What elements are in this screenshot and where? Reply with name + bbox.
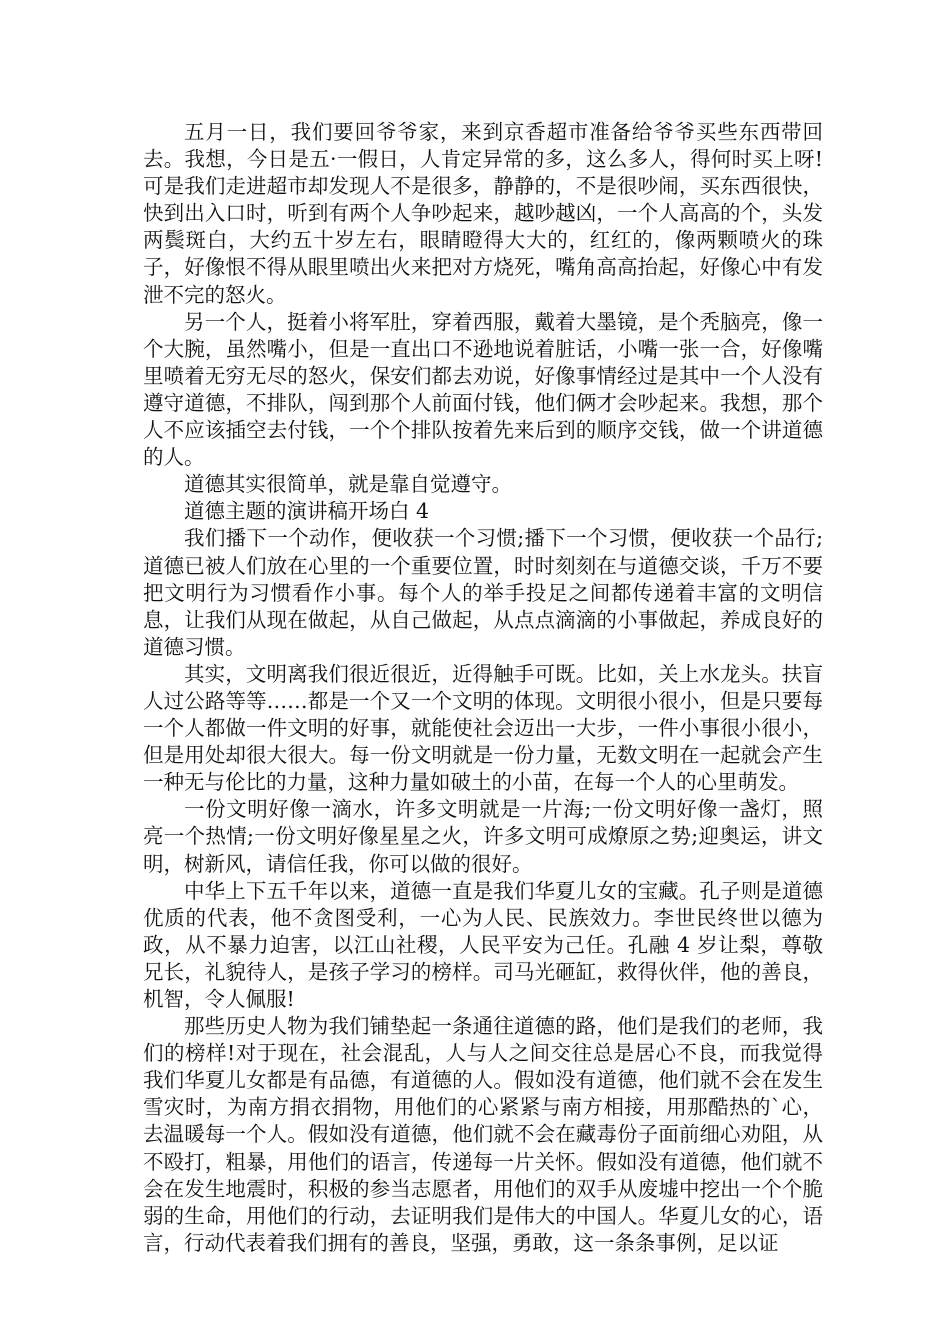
paragraph: 一份文明好像一滴水，许多文明就是一片海;一份文明好像一盏灯，照亮一个热情;一份文明好像星星之火，许多文明可成燎原之势;迎奥运，讲文明，树新风，请信任我，你可以做的很好。	[143, 797, 823, 876]
paragraph: 五月一日，我们要回爷爷家，来到京香超市准备给爷爷买些东西带回去。我想，今日是五·一假日，人肯定异常的多，这么多人，得何时买上呀!可是我们走进超市却发现人不是很多，静静的，不是很吵闹，买东西很快，快到出入口时，听到有两个人争吵起来，越吵越凶，一个人高高的个，头发两鬓斑白，大约五十岁左右，眼睛瞪得大大的，红红的，像两颗喷火的珠子，好像恨不得从眼里喷出火来把对方烧死，嘴角高高抬起，好像心中有发泄不完的怒火。	[143, 120, 823, 307]
paragraph: 道德其实很简单，就是靠自觉遵守。	[184, 472, 512, 497]
section-heading: 道德主题的演讲稿开场白 4	[184, 499, 430, 524]
document-body	[143, 119, 823, 1257]
paragraph: 我们播下一个动作，便收获一个习惯;播下一个习惯，便收获一个品行;道德已被人们放在心里的一个重要位置，时时刻刻在与道德交谈，千万不要把文明行为习惯看作小事。每个人的举手投足之间都传递着丰富的文明信息，让我们从现在做起，从自己做起，从点点滴滴的小事做起，养成良好的道德习惯。	[143, 526, 823, 659]
paragraph: 另一个人，挺着小将军肚，穿着西服，戴着大墨镜，是个秃脑亮，像一个大腕，虽然嘴小，但是一直出口不逊地说着脏话，小嘴一张一合，好像嘴里喷着无穷无尽的怒火，保安们都去劝说，好像事情经过是其中一个人没有遵守道德，不排队，闯到那个人前面付钱，他们俩才会吵起来。我想，那个人不应该插空去付钱，一个个排队按着先来后到的顺序交钱，做一个讲道德的人。	[143, 309, 823, 470]
paragraph: 其实，文明离我们很近很近，近得触手可既。比如，关上水龙头。扶盲人过公路等等……都是一个又一个文明的体现。文明很小很小，但是只要每一个人都做一件文明的好事，就能使社会迈出一大步，一件小事很小很小，但是用处却很大很大。每一份文明就是一份力量，无数文明在一起就会产生一种无与伦比的力量，这种力量如破土的小苗，在每一个人的心里萌发。	[143, 661, 823, 795]
paragraph: 那些历史人物为我们铺垫起一条通往道德的路，他们是我们的老师，我们的榜样!对于现在，社会混乱，人与人之间交往总是居心不良，而我觉得我们华夏儿女都是有品德，有道德的人。假如没有道德，他们就不会在发生雪灾时，为南方捐衣捐物，用他们的心紧紧与南方相接，用那酷热的`心，去温暖每一个人。假如没有道德，他们就不会在藏毒份子面前细心劝阻，从不殴打，粗暴，用他们的语言，传递每一片关怀。假如没有道德，他们就不会在发生地震时，积极的参当志愿者，用他们的双手从废墟中挖出一个个脆弱的生命，用他们的行动，去证明我们是伟大的中国人。华夏儿女的心，语言，行动代表着我们拥有的善良，坚强，勇敢，这一条条事例，足以证	[143, 1014, 823, 1255]
paragraph: 中华上下五千年以来，道德一直是我们华夏儿女的宝藏。孔子则是道德优质的代表，他不贪图受利，一心为人民、民族效力。李世民终世以德为政，从不暴力迫害，以江山社稷，人民平安为己任。孔融 4 岁让梨，尊敬兄长，礼貌待人，是孩子学习的榜样。司马光砸缸，救得伙伴，他的善良，机智，令人佩服!	[143, 878, 823, 1011]
